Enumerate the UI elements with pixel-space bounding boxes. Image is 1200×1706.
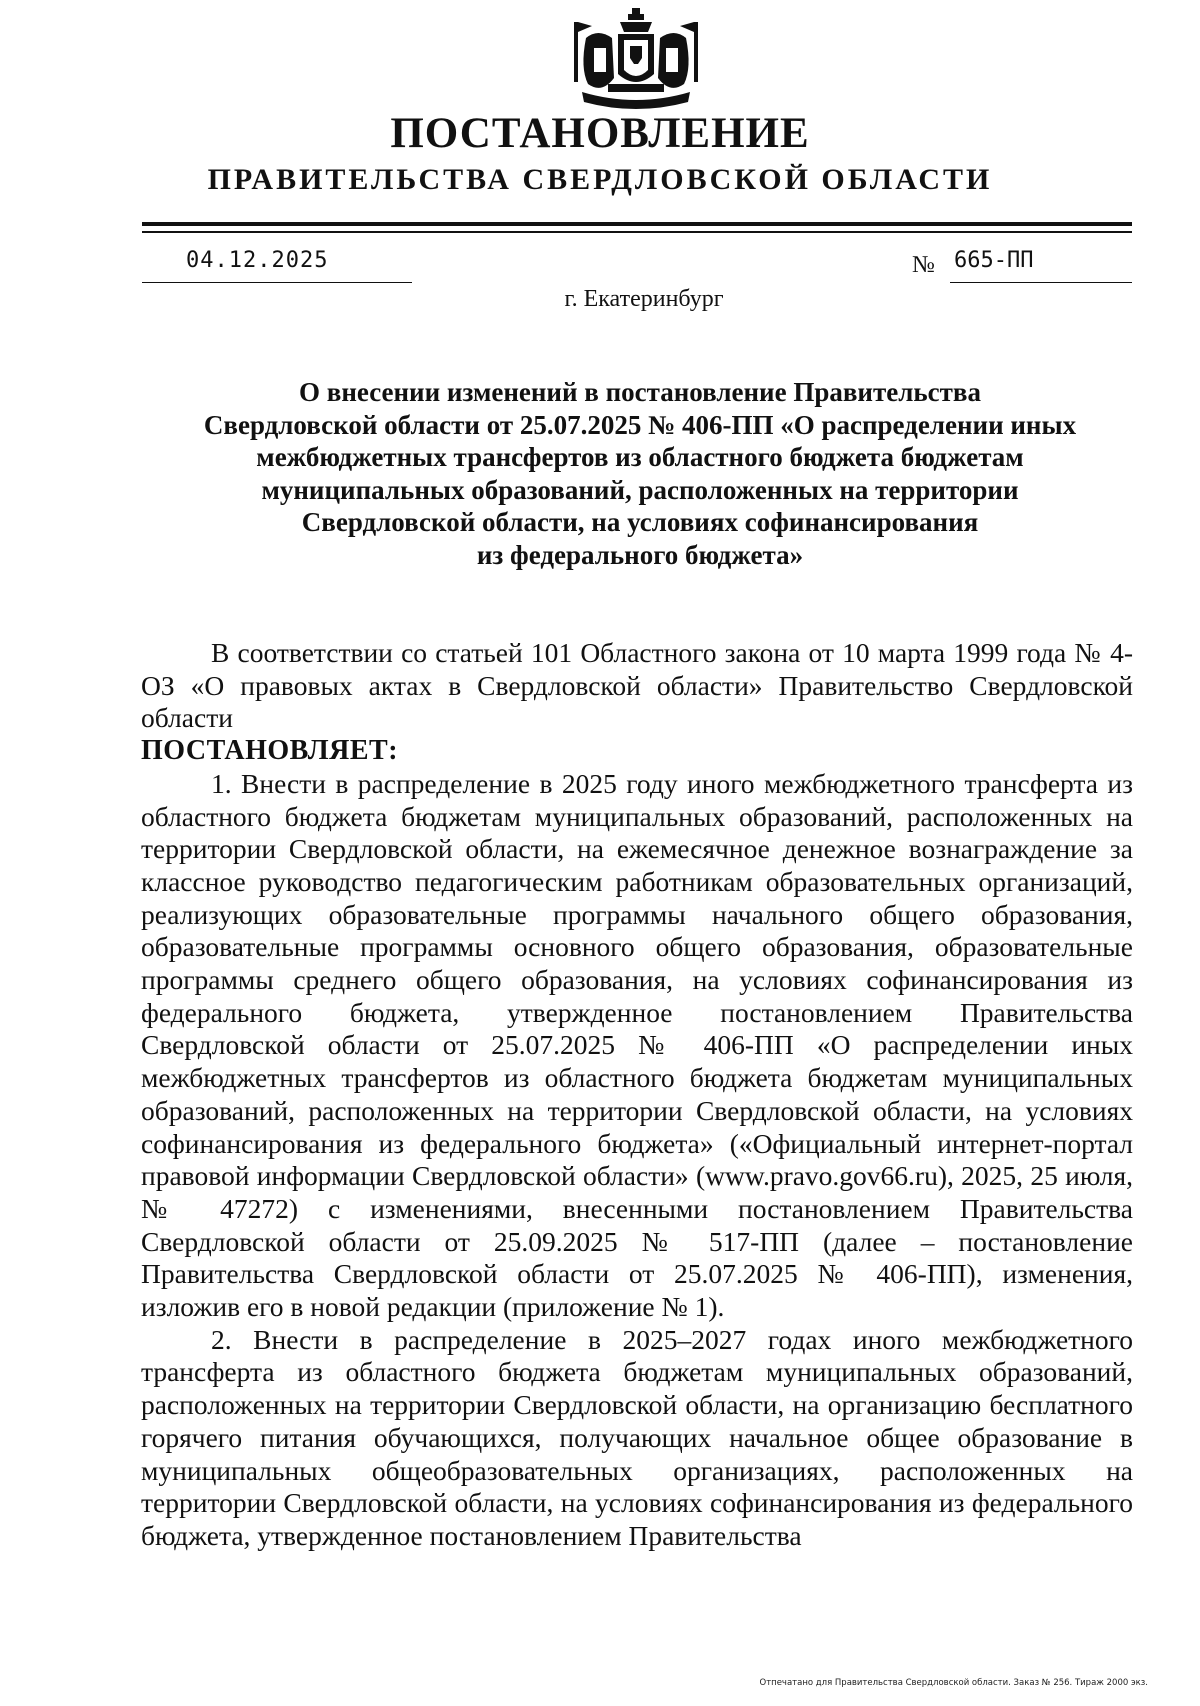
number-field — [912, 242, 1132, 282]
number-underline — [950, 282, 1132, 283]
body-paragraph: 1. Внести в распределение в 2025 году иного межбюджетного трансферта из областного бюджета бюджетам муниципальных образований, расположенных на территории Свердловской области, на ежемесячное денежное вознаграждение за классное руководство педагогическим работникам образовательных организаций, реализующих образовательные программы начального общего образования, образовательные программы основного общего образования, образовательные программы среднего общего образования, на условиях софинансирования из федерального бюджета, утвержденное постановлением Правительства Свердловской области от 25.07.2025 № 406-ПП «О распределении иных межбюджетных трансфертов из областного бюджета бюджетам муниципальных образований, расположенных на территории Свердловской области, на условиях софинансирования из федерального бюджета» («Официальный интернет-портал правовой информации Свердловской области» (www.pravo.gov66.ru), 2025, 25 июля, № 47272) с изменениями, внесенными постановлением Правительства Свердловской области от 25.09.2025 № 517-ПП (далее – постановление Правительства Свердловской области от 25.07.2025 № 406-ПП), изменения, изложив его в новой редакции (приложение № 1). — [141, 767, 1133, 1323]
coat-of-arms-emblem — [568, 8, 704, 118]
document-title: ПОСТАНОВЛЕНИЕ — [390, 110, 810, 157]
heading-line: из федерального бюджета» — [476, 539, 804, 570]
document-city: г. Екатеринбург — [564, 286, 724, 312]
heading-line: Свердловской области от 25.07.2025 № 406-ПП «О распределении иных — [203, 409, 1077, 440]
heading-line: О внесении изменений в постановление Правительства — [299, 377, 981, 407]
heading-line: муниципальных образований, расположенных на территории — [261, 474, 1019, 505]
print-footer-note: Отпечатано для Правительства Свердловской области. Заказ № 256. Тираж 2000 экз. — [759, 1678, 1148, 1688]
heading-line: Свердловской области, на условиях софинансирования — [301, 507, 979, 537]
decree-word: ПОСТАНОВЛЯЕТ: — [141, 735, 399, 767]
preamble-paragraph: В соответствии со статьей 101 Областного закона от 10 марта 1999 года № 4-ОЗ «О правовых актах в Свердловской области» Правительство Свердловской области — [141, 637, 1133, 734]
number-sign: № — [912, 252, 935, 278]
document-heading — [160, 376, 1120, 571]
document-number: 665-ПП — [954, 248, 1034, 273]
document-body — [141, 637, 1133, 1553]
document-date: 04.12.2025 — [186, 248, 329, 273]
body-paragraph: 2. Внести в распределение в 2025–2027 годах иного межбюджетного трансферта из областного бюджета бюджетам муниципальных образований, расположенных на территории Свердловской области, на организацию бесплатного горячего питания обучающихся, получающих начальное общее образование в муниципальных общеобразовательных организациях, расположенных на территории Свердловской области, на условиях софинансирования из федерального бюджета, утвержденное постановлением Правительства — [141, 1323, 1133, 1551]
heading-line: межбюджетных трансфертов из областного бюджета бюджетам — [256, 442, 1024, 472]
date-field — [142, 242, 412, 283]
document-subtitle: ПРАВИТЕЛЬСТВА СВЕРДЛОВСКОЙ ОБЛАСТИ — [207, 163, 993, 196]
header-rule-thick — [142, 222, 1132, 226]
header-rule-thin — [142, 231, 1132, 233]
